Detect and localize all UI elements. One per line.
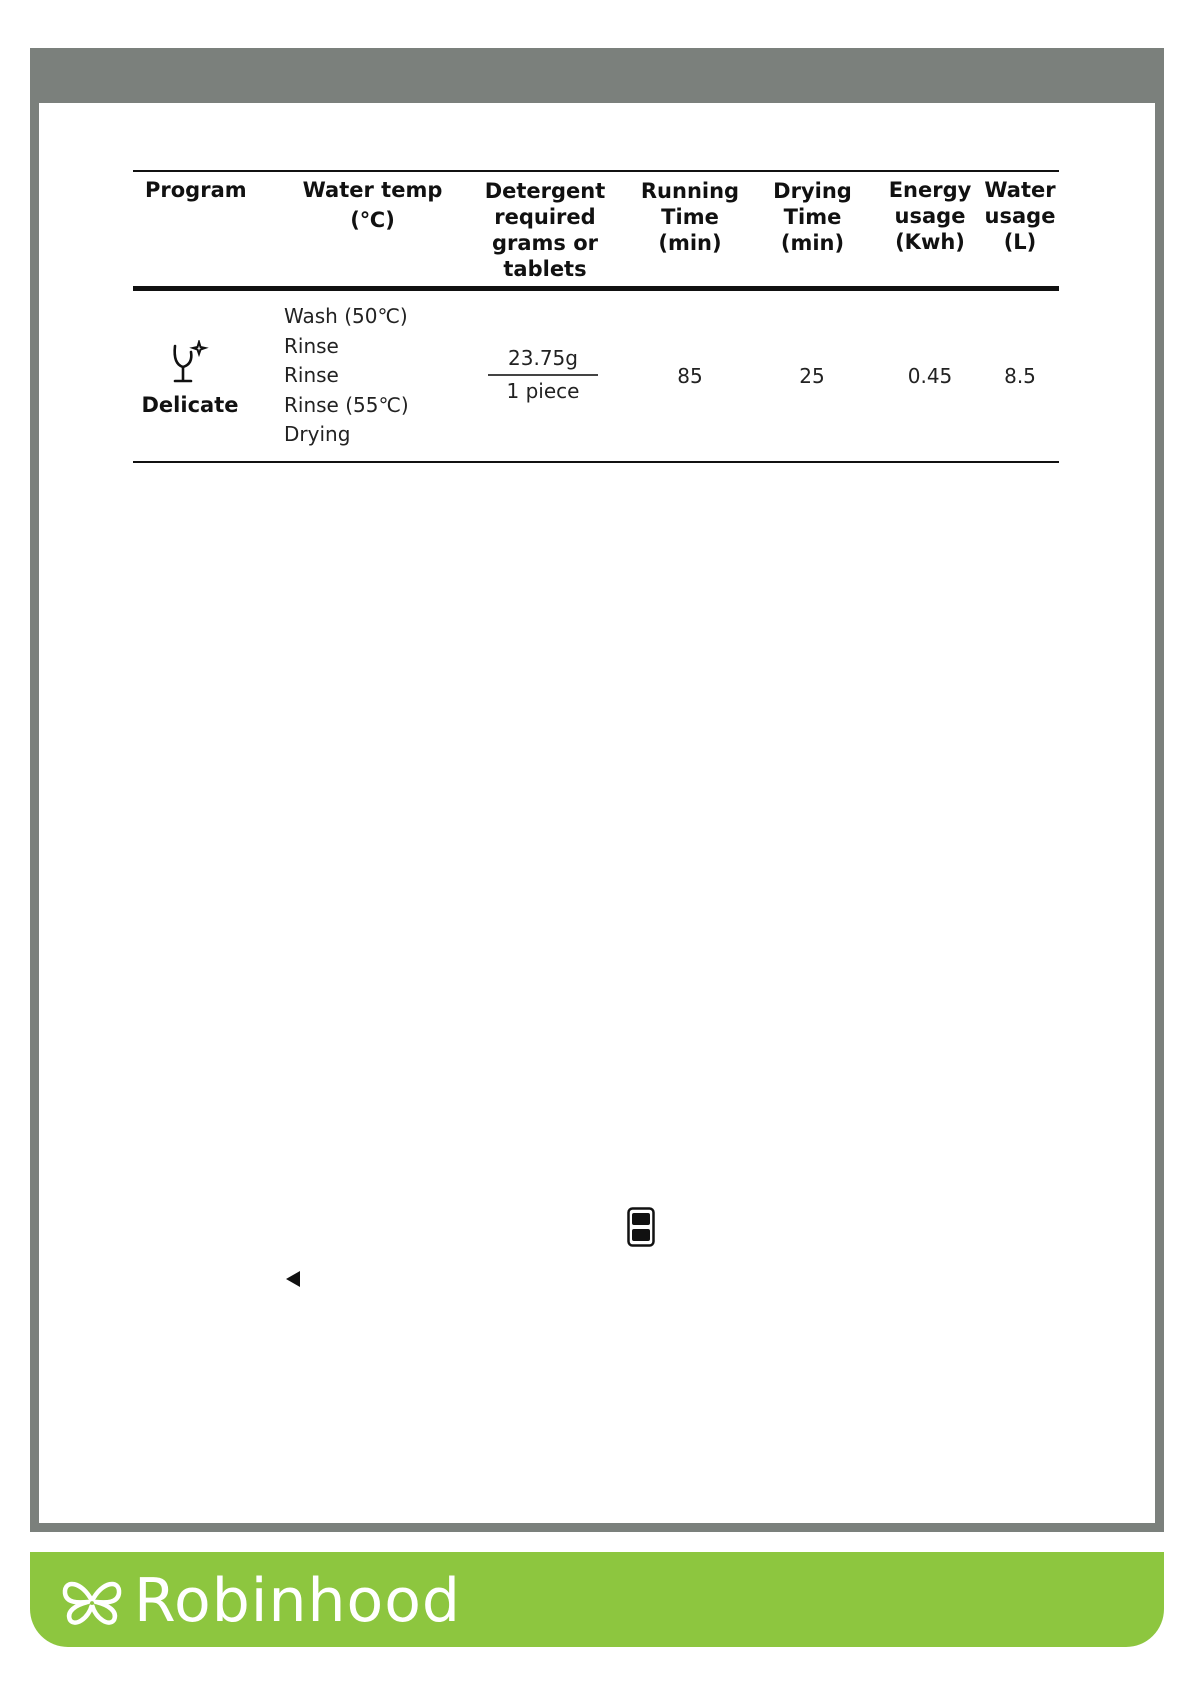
- fraction-line: [488, 374, 598, 376]
- header-water-temp: Water temp (℃): [302, 178, 443, 232]
- triangle-left-icon: [284, 1269, 302, 1289]
- running-time-value: 85: [677, 364, 703, 388]
- header-energy: Energy usage (Kwh): [888, 178, 972, 254]
- program-steps: [284, 302, 409, 450]
- step-item: Drying: [284, 422, 351, 446]
- detergent-grams: 23.75g: [508, 346, 578, 370]
- header-water: Water usage (L): [984, 178, 1056, 254]
- header-drying-time: Drying Time (min): [773, 179, 852, 255]
- table-header-rule: [133, 286, 1059, 291]
- detergent-tablets: 1 piece: [506, 379, 580, 403]
- water-value: 8.5: [1004, 364, 1036, 388]
- step-item: Rinse (55℃): [284, 392, 409, 417]
- header-program: Program: [145, 178, 247, 202]
- brand-name: Robinhood: [134, 1566, 462, 1636]
- step-item: Rinse: [284, 363, 339, 387]
- header-running-time: Running Time (min): [640, 179, 740, 255]
- energy-value: 0.45: [907, 364, 953, 388]
- step-item: Rinse: [284, 333, 339, 358]
- program-icon: [169, 340, 211, 386]
- butterfly-logo-icon: [60, 1575, 125, 1627]
- program-label: Delicate: [141, 393, 239, 417]
- table-top-rule: [133, 170, 1059, 172]
- step-item: Wash (50℃): [284, 304, 408, 328]
- tablet-detergent-icon: [627, 1207, 655, 1247]
- header-detergent: Detergent required grams or tablets: [484, 179, 606, 281]
- drying-time-value: 25: [799, 364, 825, 388]
- wine-glass-sparkle-icon: [169, 340, 211, 386]
- table-bottom-rule: [133, 461, 1059, 463]
